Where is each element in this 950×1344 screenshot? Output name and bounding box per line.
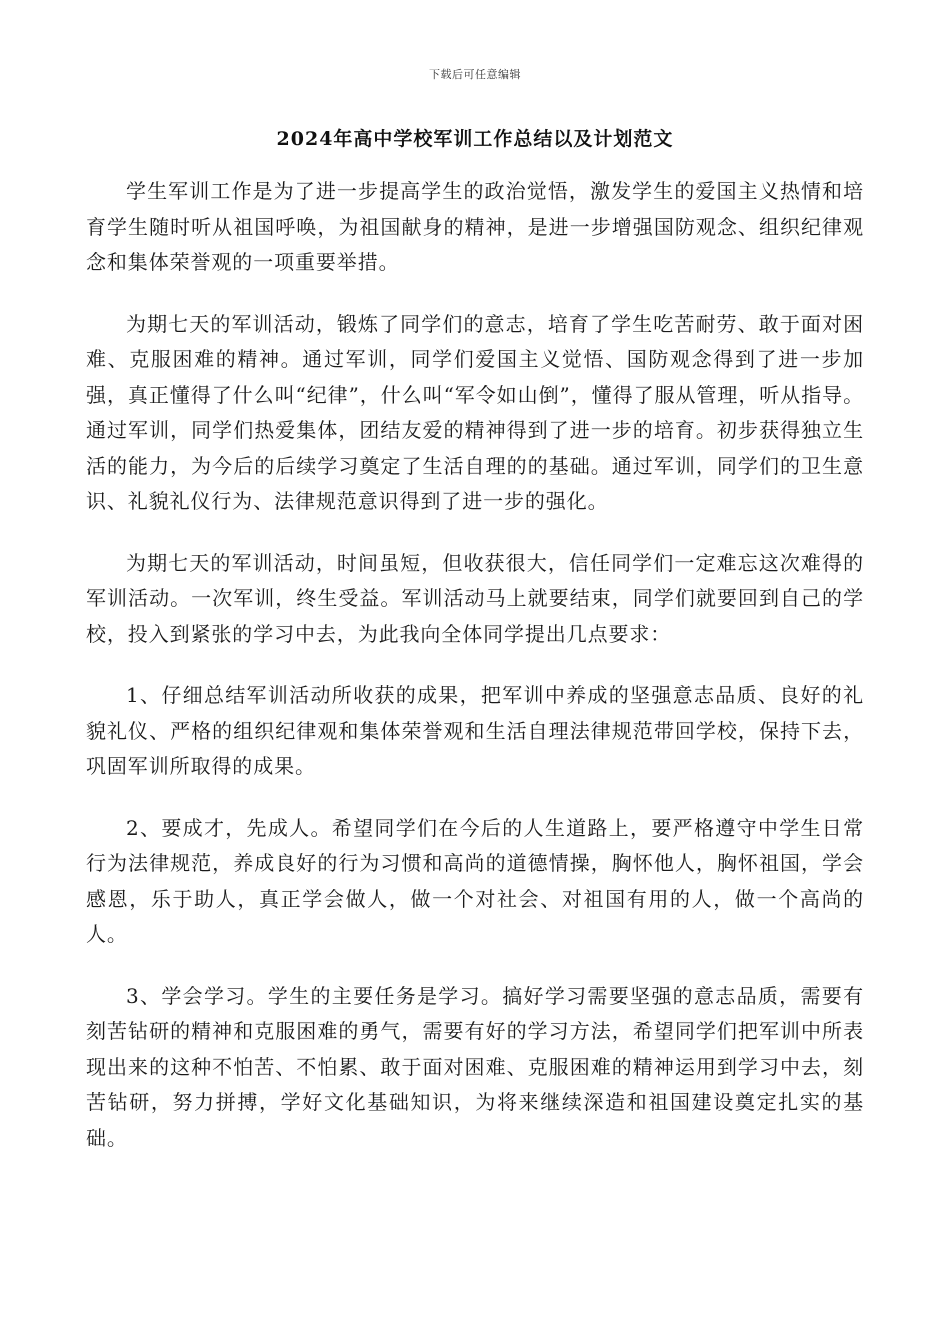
paragraph-requirement-1: 1、仔细总结军训活动所收获的成果，把军训中养成的坚强意志品质、良好的礼貌礼仪、严格的组织纪律观和集体荣誉观和生活自理法律规范带回学校，保持下去，巩固军训所取得的成果。 bbox=[86, 683, 864, 778]
paragraph-requirement-3: 3、学会学习。学生的主要任务是学习。搞好学习需要坚强的意志品质，需要有刻苦钻研的精神和克服困难的勇气，需要有好的学习方法，希望同学们把军训中所表现出来的这种不怕苦、不怕累、敢于面对困难、克服困难的精神运用到学习中去，刻苦钻研，努力拼搏，学好文化基础知识，为将来继续深造和祖国建设奠定扎实的基础。 bbox=[86, 983, 864, 1150]
paragraph-training-results: 为期七天的军训活动，锻炼了同学们的意志，培育了学生吃苦耐劳、敢于面对困难、克服困难的精神。通过军训，同学们爱国主义觉悟、国防观念得到了进一步加强，真正懂得了什么叫“纪律”，什么叫“军令如山倒”，懂得了服从管理，听从指导。通过军训，同学们热爱集体，团结友爱的精神得到了进一步的培育。初步获得独立生活的能力，为今后的后续学习奠定了生活自理的的基础。通过军训，同学们的卫生意识、礼貌礼仪行为、法律规范意识得到了进一步的强化。 bbox=[86, 311, 864, 513]
document-body bbox=[86, 174, 864, 1182]
paragraph-requirements-intro: 为期七天的军训活动，时间虽短，但收获很大，信任同学们一定难忘这次难得的军训活动。一次军训，终生受益。军训活动马上就要结束，同学们就要回到自己的学校，投入到紧张的学习中去，为此我向全体同学提出几点要求： bbox=[86, 550, 864, 646]
paragraph-requirement-2: 2、要成才，先成人。希望同学们在今后的人生道路上，要严格遵守中学生日常行为法律规范，养成良好的行为习惯和高尚的道德情操，胸怀他人，胸怀祖国，学会感恩，乐于助人，真正学会做人，做一个对社会、对祖国有用的人，做一个高尚的人。 bbox=[86, 815, 864, 946]
header-note: 下载后可任意编辑 bbox=[429, 68, 521, 81]
document-title: 2024年高中学校军训工作总结以及计划范文 bbox=[276, 128, 674, 150]
paragraph-intro: 学生军训工作是为了进一步提高学生的政治觉悟，激发学生的爱国主义热情和培育学生随时听从祖国呼唤，为祖国献身的精神，是进一步增强国防观念、组织纪律观念和集体荣誉观的一项重要举措。 bbox=[86, 179, 864, 274]
